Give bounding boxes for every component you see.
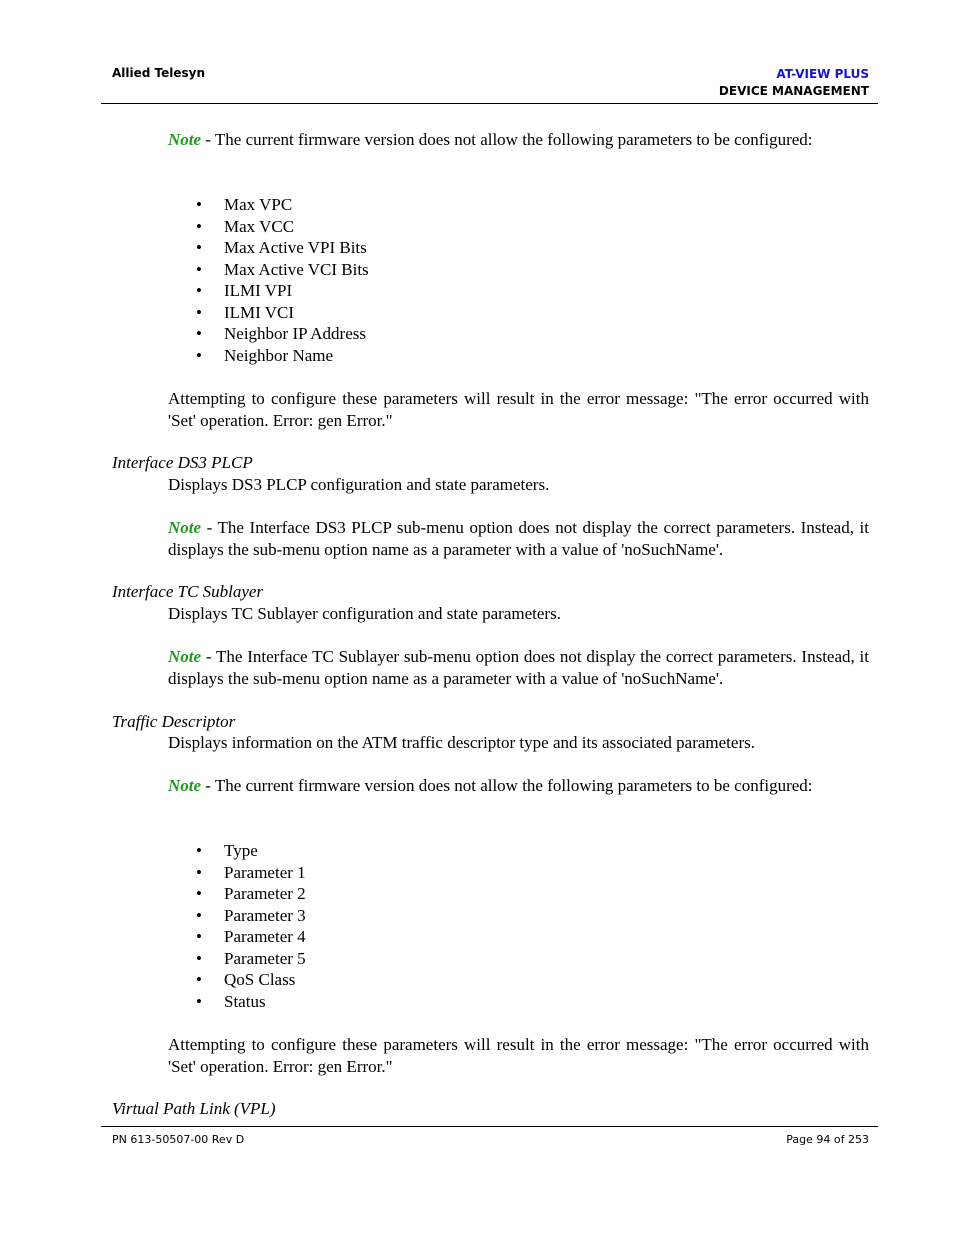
note-label: Note <box>168 776 202 795</box>
list-item: • Parameter 3 <box>196 905 306 927</box>
note-text: - The Interface DS3 PLCP sub-menu option does not display the correct parameters. Instead, it displays the sub-menu option name as a parameter with a value of 'noSuchName'. <box>168 518 869 559</box>
list-item: • Neighbor Name <box>196 345 369 367</box>
note-text: - The current firmware version does not allow the following parameters to be configured: <box>201 130 813 149</box>
note-paragraph-ds3 <box>168 517 869 561</box>
header-company: Allied Telesyn <box>112 66 206 80</box>
note-paragraph-1 <box>168 129 869 151</box>
list-item: • Neighbor IP Address <box>196 323 369 345</box>
note-label: Note <box>168 130 202 149</box>
header-product: AT-VIEW PLUS <box>776 67 869 81</box>
note-text: - The current firmware version does not allow the following parameters to be configured: <box>201 776 813 795</box>
note-paragraph-traffic <box>168 775 869 797</box>
list-item: • Max VPC <box>196 194 369 216</box>
traffic-parameter-list <box>196 840 306 1012</box>
list-item: • Max Active VPI Bits <box>196 237 369 259</box>
list-item: • Type <box>196 840 306 862</box>
footer-divider <box>101 1126 878 1127</box>
header-title-block <box>719 66 869 100</box>
list-item: • Parameter 2 <box>196 883 306 905</box>
footer-part-number: PN 613-50507-00 Rev D <box>112 1133 245 1146</box>
list-item: • Status <box>196 991 306 1013</box>
note-label: Note <box>168 518 202 537</box>
list-item: • Parameter 1 <box>196 862 306 884</box>
note-label: Note <box>168 647 202 666</box>
error-paragraph-1: Attempting to configure these parameters will result in the error message: "The error occurred with 'Set' operation. Error: gen Error." <box>168 389 869 430</box>
traffic-description: Displays information on the ATM traffic descriptor type and its associated parameters. <box>168 733 755 752</box>
section-heading-ds3-plcp: Interface DS3 PLCP <box>112 453 253 472</box>
header-divider <box>101 103 878 104</box>
list-item: • Max Active VCI Bits <box>196 259 369 281</box>
tc-description: Displays TC Sublayer configuration and state parameters. <box>168 604 561 623</box>
header-section: DEVICE MANAGEMENT <box>718 84 869 98</box>
note-text: - The Interface TC Sublayer sub-menu option does not display the correct parameters. Instead, it displays the sub-menu option name as a parameter with a value of 'noSuchName'. <box>168 647 869 688</box>
list-item: • Parameter 5 <box>196 948 306 970</box>
unconfigurable-parameter-list <box>196 194 369 366</box>
section-heading-traffic-descriptor: Traffic Descriptor <box>112 712 236 731</box>
section-heading-tc-sublayer: Interface TC Sublayer <box>112 582 264 601</box>
section-heading-vpl: Virtual Path Link (VPL) <box>112 1099 276 1118</box>
footer-page-number: Page 94 of 253 <box>786 1133 869 1146</box>
list-item: • Parameter 4 <box>196 926 306 948</box>
ds3-description: Displays DS3 PLCP configuration and state parameters. <box>168 475 550 494</box>
list-item: • Max VCC <box>196 216 369 238</box>
list-item: • QoS Class <box>196 969 306 991</box>
error-paragraph-2: Attempting to configure these parameters will result in the error message: "The error occurred with 'Set' operation. Error: gen Error." <box>168 1035 869 1076</box>
list-item: • ILMI VPI <box>196 280 369 302</box>
list-item: • ILMI VCI <box>196 302 369 324</box>
note-paragraph-tc <box>168 646 869 690</box>
